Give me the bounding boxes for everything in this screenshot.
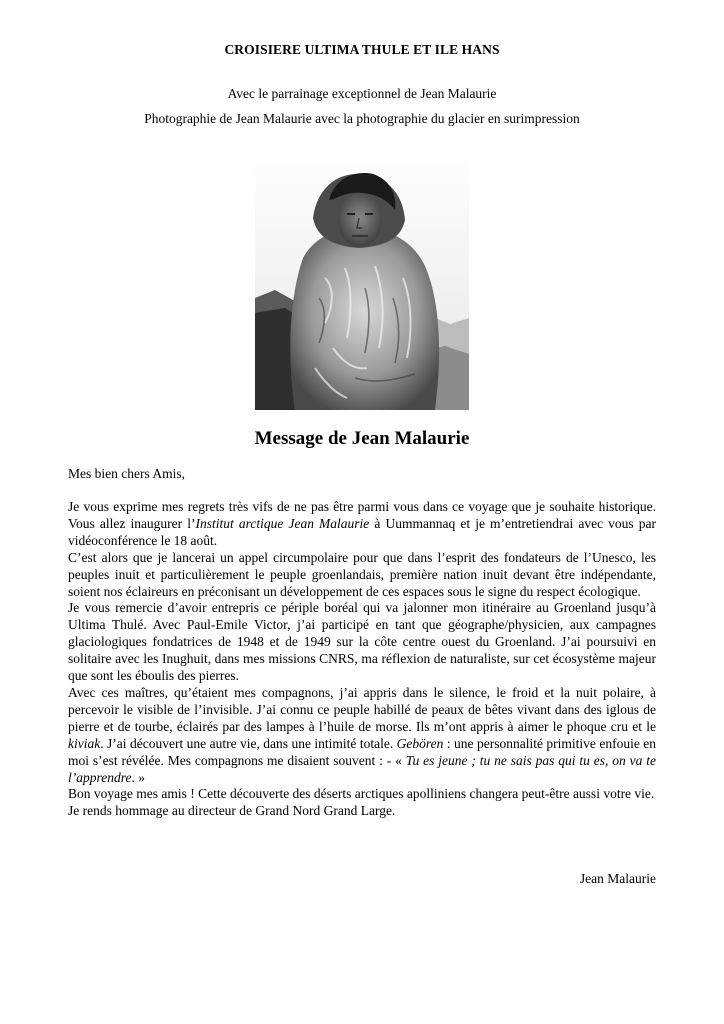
signature: Jean Malaurie — [579, 871, 656, 886]
sponsorship-line: Avec le parrainage exceptionnel de Jean Malaurie — [227, 86, 497, 101]
paragraph-5: Bon voyage mes amis ! Cette découverte des déserts arctiques apolliniens changera peut-être aussi votre vie. — [68, 786, 655, 802]
paragraph-3: Je vous remercie d’avoir entrepris ce périple boréal qui va jalonner mon itinéraire au Groenland jusqu’à Ultima Thulé. Avec Paul-Emile Victor, j’ai participé en tant que géographe/physicien, aux campagnes glaciologiques fondatrices de 1948 et de 1949 sur la côte centre ouest du Groenland. J’ai poursuivi en solitaire avec les Inughuit, dans mes missions CNRS, ma réflexion de naturaliste, sur cet écosystème majeur que sont les éboulis des pierres. — [68, 600, 656, 684]
greeting: Mes bien chers Amis, — [68, 466, 185, 481]
message-body — [68, 499, 656, 820]
portrait-photo — [255, 148, 469, 410]
paragraph-1: Je vous exprime mes regrets très vifs de ne pas être parmi vous dans ce voyage que je souhaite historique. Vous allez inaugurer l’Institut arctique Jean Malaurie à Uummannaq et je m’entretiendrai avec vous par vidéoconférence le 18 août. — [68, 499, 657, 548]
photo-caption: Photographie de Jean Malaurie avec la photographie du glacier en surimpression — [144, 111, 580, 126]
paragraph-2: C’est alors que je lancerai un appel circumpolaire pour que dans l’esprit des fondateurs de l’Unesco, les peuples inuit et particulièrement le peuple groenlandais, première nation inuit devant être indépendante, soient nos éclaireurs en préconisant un développement de ces espaces sous le signe du respect écologique. — [68, 549, 656, 599]
document-title: CROISIERE ULTIMA THULE ET ILE HANS — [224, 42, 500, 57]
message-heading: Message de Jean Malaurie — [254, 428, 470, 449]
paragraph-6: Je rends hommage au directeur de Grand Nord Grand Large. — [68, 803, 396, 819]
paragraph-4: Avec ces maîtres, qu’étaient mes compagnons, j’ai appris dans le silence, le froid et la nuit polaire, à percevoir le visible de l’invisible. J’ai connu ce peuple habillé de peaux de bêtes vivant dans des iglous de pierre et de tourbe, éclairés par des lampes à l’huile de morse. Ils m’ont appris à aimer le phoque cru et le kiviak. J’ai découvert une autre vie, dans une intimité totale. Gebören : une personnalité primitive enfouie en moi s’est révélée. Mes compagnons me disaient souvent : - « Tu es jeune ; tu ne sais pas qui tu es, on va te l’apprendre. » — [68, 684, 656, 785]
